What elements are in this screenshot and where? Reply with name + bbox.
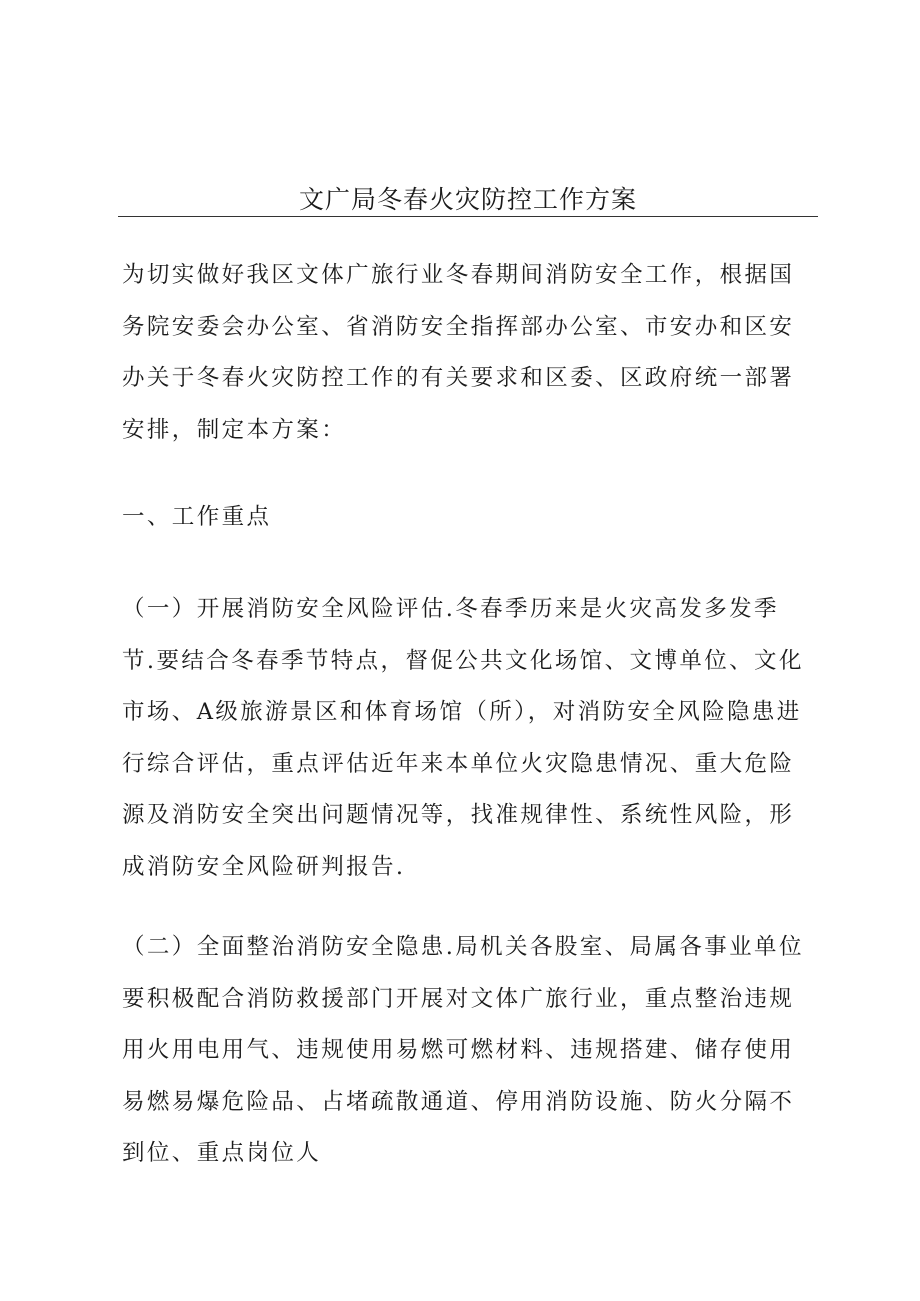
item-risk-assessment-paragraph: （一）开展消防安全风险评估.冬春季历来是火灾高发多发季节.要结合冬春季节特点，督促公共文化场馆、文博单位、文化市场、A级旅游景区和体育场馆（所），对消防安全风险隐患进行综合评估，重点评估近年来本单位火灾隐患情况、重大危险源及消防安全突出问题情况等，找准规律性、系统性风险，形成消防安全风险研判报告. (122, 596, 804, 880)
intro-paragraph: 为切实做好我区文体广旅行业冬春期间消防安全工作，根据国务院安委会办公室、省消防安全指挥部办公室、市安办和区安办关于冬春火灾防控工作的有关要求和区委、区政府统一部署安排，制定本方案： (122, 262, 795, 443)
section-heading-work-focus: 一、工作重点 (122, 504, 272, 530)
title-underline (118, 216, 818, 217)
document-title: 文广局冬春火灾防控工作方案 (298, 185, 637, 214)
item-hazard-rectification-paragraph: （二）全面整治消防安全隐患.局机关各股室、局属各事业单位要积极配合消防救援部门开展对文体广旅行业，重点整治违规用火用电用气、违规使用易燃可燃材料、违规搭建、储存使用易燃易爆危险品、占堵疏散通道、停用消防设施、防火分隔不到位、重点岗位人 (122, 934, 804, 1166)
